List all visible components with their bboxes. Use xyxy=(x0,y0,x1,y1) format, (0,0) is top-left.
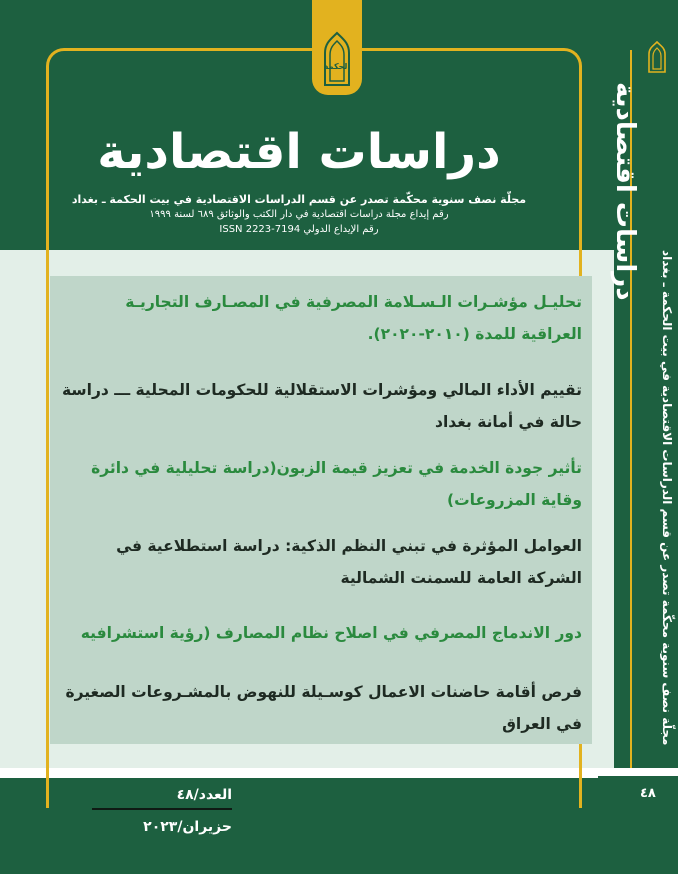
spine-divider-band xyxy=(598,768,678,776)
emblem-text: الحكمة xyxy=(323,62,351,71)
issue-number: العدد/٤٨ xyxy=(92,784,232,810)
spine-issue-number: ٤٨ xyxy=(640,786,656,801)
article-2: تقييم الأداء المالي ومؤشرات الاستقلالية للحكومات المحلية ـــ دراسة حالة في أمانة بغداد xyxy=(50,364,592,442)
spine-title: دراسات اقتصادية xyxy=(610,82,640,301)
article-3: تأثير جودة الخدمة في تعزيز قيمة الزبون(دراسة تحليلية في دائرة وقاية المزروعات) xyxy=(50,442,592,520)
emblem-badge xyxy=(312,0,362,95)
journal-subtitle: مجلّة نصف سنوية محكّمة تصدر عن قسم الدراسات الاقتصادية في بيت الحكمة ـ بغداد xyxy=(71,193,527,206)
article-5: دور الاندماج المصرفي في اصلاح نظام المصارف (رؤية استشرافيه xyxy=(50,600,592,666)
issue-date: حزيران/٢٠٢٣ xyxy=(143,819,232,835)
spine-mosque-icon xyxy=(646,40,668,74)
spine-pale-strip xyxy=(598,250,614,770)
article-1: تحليـل مؤشـرات الـسـلامة المصرفية في المصـارف التجاريـة العراقية للمدة (٢٠١٠-٢٠٢٠). xyxy=(50,276,592,364)
spine-emblem xyxy=(646,40,668,78)
issue-info xyxy=(92,784,232,838)
article-4: العوامل المؤثرة في تبني النظم الذكية: دراسة استطلاعية في الشركة العامة للسمنت الشمالية xyxy=(50,520,592,600)
issn-number: رقم الإيداع الدولي ISSN 2223-7194 xyxy=(219,224,379,235)
deposit-number: رقم إيداع مجلة دراسات اقتصادية في دار الكتب والوثائق ٦٨٩ لسنة ١٩٩٩ xyxy=(149,209,449,220)
spine-subtitle: مجلّة نصف سنوية محكّمة تصدر عن قسم الدراسات الاقتصادية في بيت الحكمة ـ بغداد xyxy=(660,250,674,746)
journal-title: دراسات اقتصادية xyxy=(97,124,501,180)
mosque-emblem-icon xyxy=(320,31,354,87)
article-6: فرص أقامة حاضنات الاعمال كوسـيلة للنهوض بالمشـروعات الصغيرة في العراق xyxy=(50,666,592,744)
